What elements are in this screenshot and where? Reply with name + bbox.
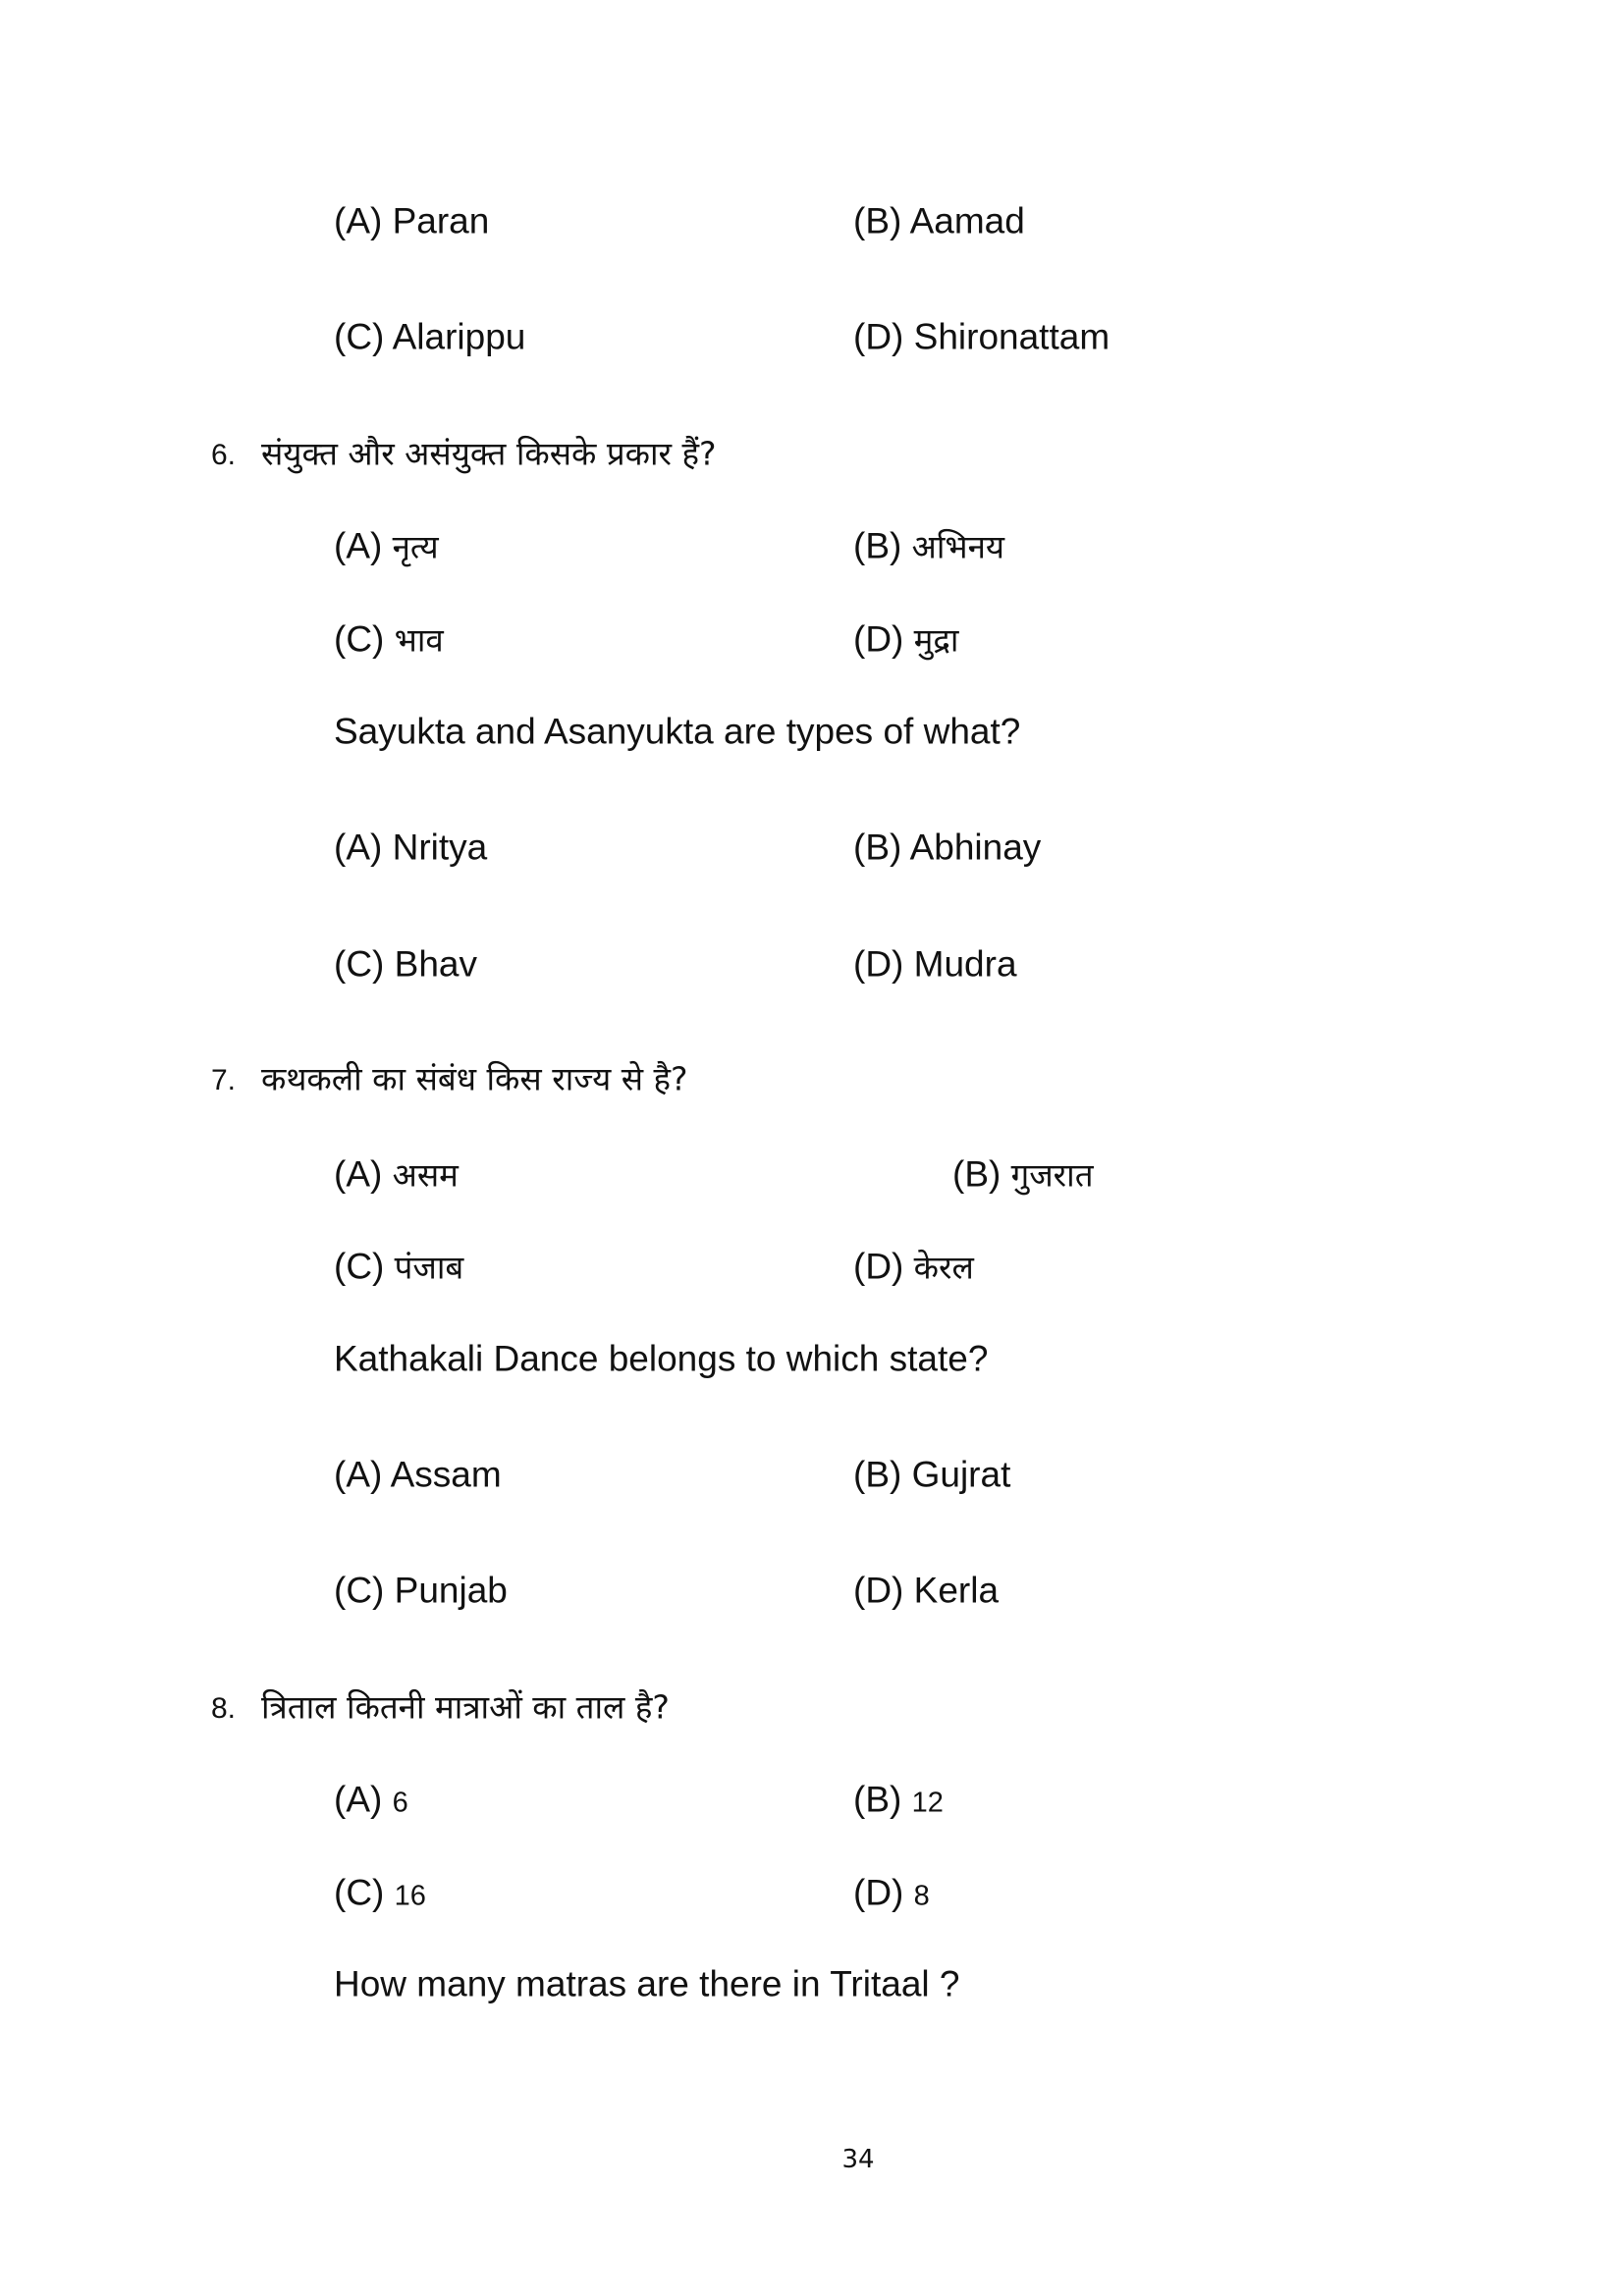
page-number: 34 [841,2145,875,2174]
option-label: (A) [334,1454,383,1495]
q8-option-a [334,1779,408,1820]
option-label: (D) [853,1246,904,1287]
option-label: (A) [334,827,383,868]
option-text: Paran [392,200,490,241]
option-text: Alarippu [392,316,526,357]
q5-option-a [334,200,490,241]
option-label: (C) [334,316,385,357]
q7-hindi-question: कथकली का संबंध किस राज्य से है? [261,1059,688,1098]
option-text: अभिनय [911,527,1005,566]
q6-hindi-question: संयुक्त और असंयुक्त किसके प्रकार हैं? [261,434,717,473]
q6-hindi-option-b [853,525,1005,566]
q5-option-d [853,316,1110,357]
option-label: (C) [334,618,385,660]
option-label: (B) [853,827,902,868]
q8-number: 8. [211,1692,237,1725]
q7-english-question: Kathakali Dance belongs to which state? [334,1338,989,1379]
option-text: असम [392,1155,459,1195]
q7-hindi-option-c [334,1246,464,1287]
option-label: (C) [334,1246,385,1287]
option-text: 8 [913,1880,930,1912]
option-label: (D) [853,618,904,660]
q7-hindi-option-a [334,1153,459,1195]
q7-english-option-b [853,1454,1011,1495]
option-text: 12 [911,1787,944,1819]
q6-hindi-option-a [334,525,439,566]
option-label: (B) [853,1779,902,1820]
q6-english-option-c [334,943,477,985]
q7-english-option-a [334,1454,502,1495]
option-label: (C) [334,1872,385,1913]
option-text: Mudra [913,943,1017,985]
option-text: Nritya [392,827,488,868]
option-label: (D) [853,1872,904,1913]
q6-english-option-d [853,943,1017,985]
option-text: मुद्रा [913,620,959,660]
q8-option-c [334,1872,426,1913]
q7-hindi-option-b [952,1153,1094,1195]
option-text: Bhav [394,943,477,985]
option-text: गुजरात [1010,1155,1094,1195]
option-label: (B) [853,1454,902,1495]
option-label: (A) [334,1779,383,1820]
option-text: भाव [394,620,444,660]
q8-english-question: How many matras are there in Tritaal ? [334,1963,960,2004]
option-label: (C) [334,1570,385,1611]
option-text: Gujrat [911,1454,1011,1495]
option-label: (A) [334,1153,383,1195]
q5-option-b [853,200,1025,241]
option-text: Abhinay [909,827,1042,868]
q8-option-d [853,1872,930,1913]
option-text: Shironattam [913,316,1110,357]
option-text: 6 [392,1787,408,1819]
option-text: 16 [394,1880,426,1912]
q8-option-b [853,1779,944,1820]
q7-english-option-c [334,1570,508,1611]
option-text: Punjab [394,1570,508,1611]
option-label: (D) [853,943,904,985]
option-label: (C) [334,943,385,985]
option-text: पंजाब [394,1248,464,1287]
q5-option-c [334,316,526,357]
option-label: (A) [334,525,383,566]
q6-english-option-b [853,829,1041,866]
option-label: (A) [334,200,383,241]
q6-number: 6. [211,439,237,471]
q6-english-option-a [334,829,487,866]
option-text: Aamad [909,200,1025,241]
q7-number: 7. [211,1064,237,1096]
option-text: Assam [390,1454,502,1495]
option-label: (D) [853,1570,904,1611]
option-label: (D) [853,316,904,357]
option-text: Kerla [913,1570,1000,1611]
option-label: (B) [853,525,902,566]
option-text: केरल [913,1248,974,1287]
option-label: (B) [853,200,902,241]
q6-english-question: Sayukta and Asanyukta are types of what? [334,711,1021,752]
option-label: (B) [952,1153,1001,1195]
q8-hindi-question: त्रिताल कितनी मात्राओं का ताल है? [261,1687,670,1727]
q6-hindi-option-c [334,618,444,660]
q7-english-option-d [853,1570,1000,1611]
q6-hindi-option-d [853,618,959,660]
q7-hindi-option-d [853,1246,974,1287]
option-text: नृत्य [392,527,439,566]
